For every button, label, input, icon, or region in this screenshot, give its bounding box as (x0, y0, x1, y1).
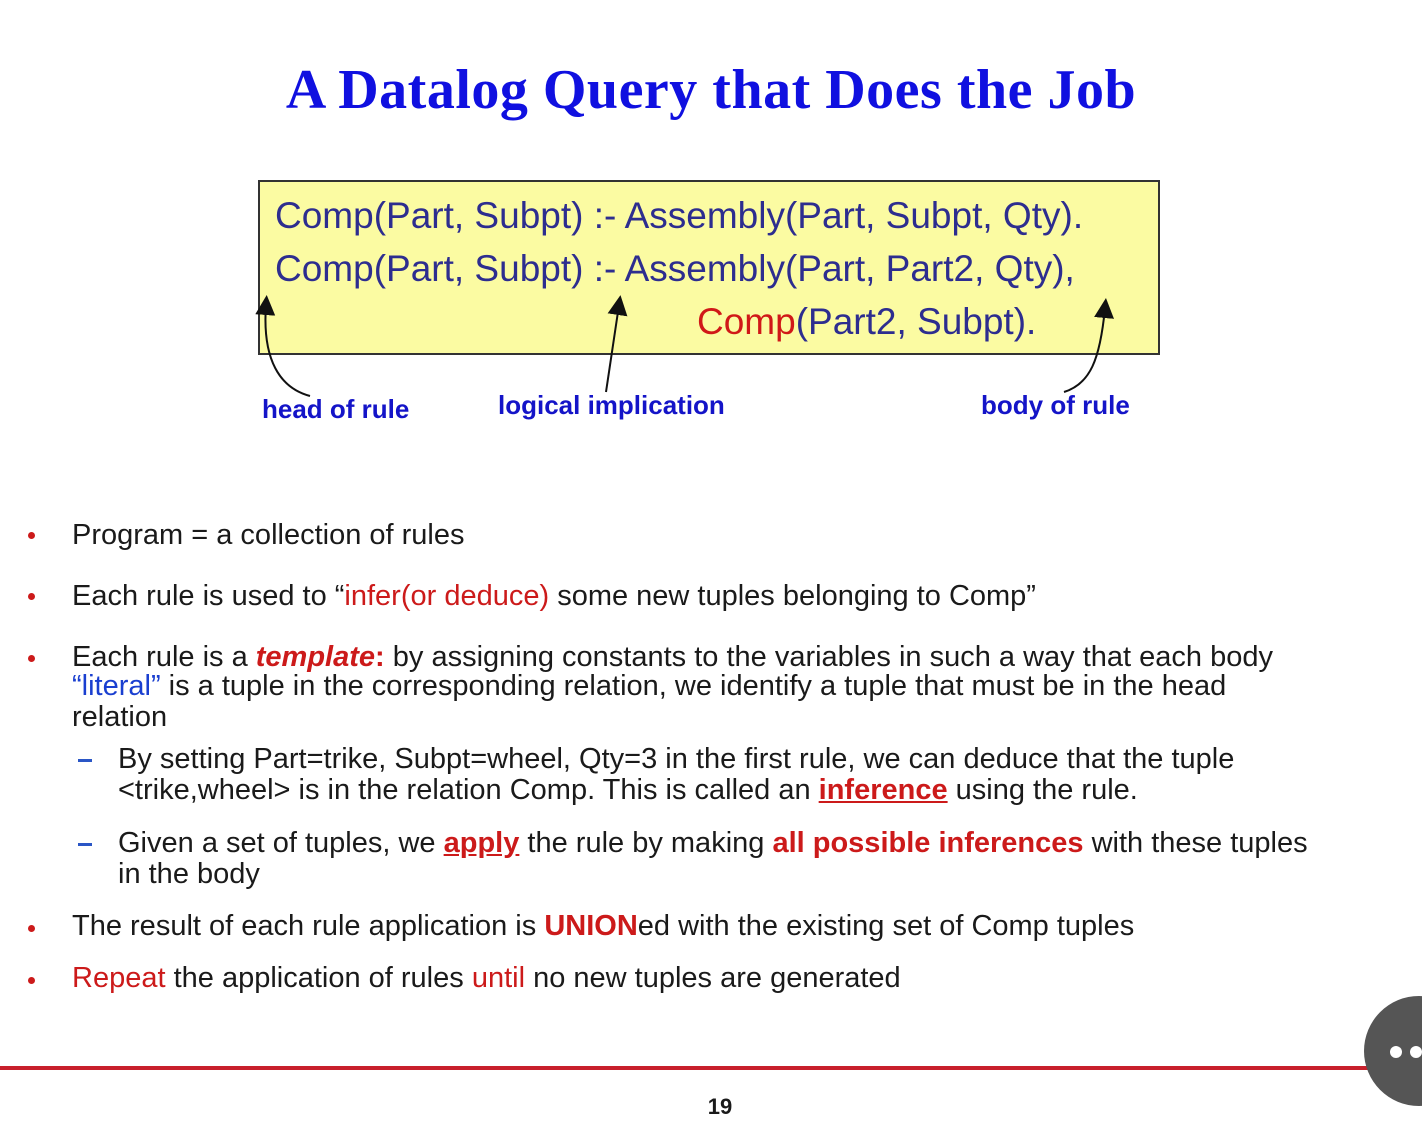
bullet-2: Each rule is used to “infer(or deduce) some new tuples belonging to Comp” (72, 580, 1036, 612)
body-arrow (1064, 308, 1105, 392)
sub-bullet-1: By setting Part=trike, Subpt=wheel, Qty=3 in the first rule, we can deduce that the tuple <trike,wheel> is in the relation Comp. This is called an inference using the rule. (118, 743, 1235, 806)
bullet-5: Repeat the application of rules until no new tuples are generated (72, 962, 901, 994)
rule-line-3-head: Comp (697, 301, 796, 342)
bullet-3-line-2: “literal” is a tuple in the corresponding relation, we identify a tuple that must be in the head (72, 670, 1227, 702)
logical-implication-label: logical implication (498, 390, 725, 420)
implication-arrow (606, 305, 619, 392)
page-number: 19 (707, 1094, 733, 1119)
sub-bullet-dash (78, 843, 92, 846)
bullet-3-line-1: Each rule is a template: by assigning constants to the variables in such a way that each body (72, 641, 1273, 673)
sub-bullet-dash (78, 759, 92, 762)
bullet-3 (72, 642, 1402, 733)
bullet-1: Program = a collection of rules (72, 519, 465, 551)
sub-bullet-2: Given a set of tuples, we apply the rule by making all possible inferences with these tuples in the body (118, 827, 1308, 890)
footer-divider (0, 1066, 1422, 1070)
rule-line-2: Comp(Part, Subpt) :- Assembly(Part, Part2, Qty), (275, 248, 1075, 289)
bullet-4: The result of each rule application is UNIONed with the existing set of Comp tuples (72, 910, 1135, 942)
bullet-dot (28, 655, 35, 662)
slide-title: A Datalog Query that Does the Job (285, 59, 1137, 121)
rule-line-3-rest: (Part2, Subpt). (795, 301, 1037, 342)
body-of-rule-label: body of rule (981, 390, 1130, 420)
bullet-dot (28, 593, 35, 600)
rule-line-1: Comp(Part, Subpt) :- Assembly(Part, Subpt, Qty). (275, 195, 1084, 236)
head-arrow (265, 305, 310, 396)
bullet-dot (28, 925, 35, 932)
bullet-dot (28, 977, 35, 984)
head-of-rule-label: head of rule (262, 394, 410, 424)
bullet-dot (28, 532, 35, 539)
bullet-3-line-3: relation (72, 701, 168, 733)
